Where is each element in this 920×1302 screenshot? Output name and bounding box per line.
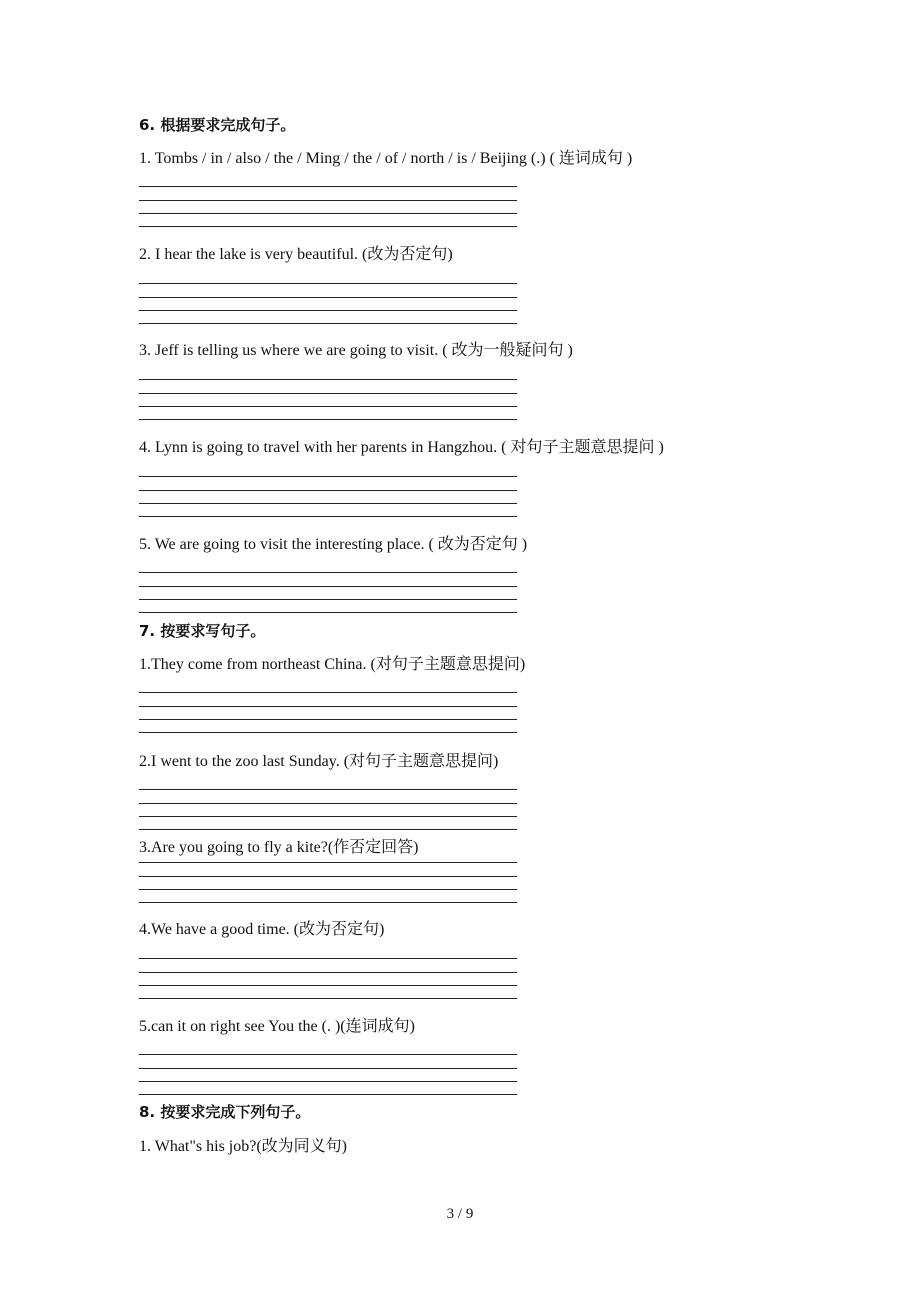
answer-line <box>139 876 517 877</box>
answer-line <box>139 972 517 973</box>
answer-line <box>139 406 517 407</box>
answer-line <box>139 958 517 959</box>
answer-line <box>139 599 517 600</box>
question-7-4: 4.We have a good time. (改为否定句) <box>139 921 385 938</box>
answer-line <box>139 419 517 420</box>
answer-line <box>139 379 517 380</box>
question-7-1: 1.They come from northeast China. (对句子主题意思提问) <box>139 656 526 673</box>
question-7-2: 2.I went to the zoo last Sunday. (对句子主题意思提问) <box>139 753 499 770</box>
answer-line <box>139 310 517 311</box>
answer-line <box>139 719 517 720</box>
answer-line <box>139 902 517 903</box>
answer-line <box>139 1054 517 1055</box>
answer-line <box>139 516 517 517</box>
answer-line <box>139 503 517 504</box>
answer-line <box>139 283 517 284</box>
answer-line <box>139 816 517 817</box>
section-6-heading: 6. 根据要求完成句子。 <box>139 116 296 134</box>
answer-line <box>139 323 517 324</box>
section-7-heading: 7. 按要求写句子。 <box>139 622 266 640</box>
answer-line <box>139 213 517 214</box>
answer-line <box>139 1081 517 1082</box>
answer-line <box>139 732 517 733</box>
answer-line <box>139 226 517 227</box>
answer-line <box>139 490 517 491</box>
answer-line <box>139 1094 517 1095</box>
answer-line <box>139 862 517 863</box>
answer-line <box>139 612 517 613</box>
question-6-4: 4. Lynn is going to travel with her parents in Hangzhou. ( 对句子主题意思提问 ) <box>139 439 664 456</box>
section-8-heading: 8. 按要求完成下列句子。 <box>139 1103 311 1121</box>
page-number: 3 / 9 <box>446 1206 474 1222</box>
answer-line <box>139 706 517 707</box>
question-7-5: 5.can it on right see You the (. )(连词成句) <box>139 1018 415 1035</box>
answer-line <box>139 803 517 804</box>
answer-line <box>139 200 517 201</box>
answer-line <box>139 692 517 693</box>
question-6-5: 5. We are going to visit the interesting place. ( 改为否定句 ) <box>139 536 528 553</box>
answer-line <box>139 186 517 187</box>
answer-line <box>139 1068 517 1069</box>
answer-line <box>139 572 517 573</box>
answer-line <box>139 829 517 830</box>
question-8-1: 1. What"s his job?(改为同义句) <box>139 1138 347 1155</box>
question-6-3: 3. Jeff is telling us where we are going to visit. ( 改为一般疑问句 ) <box>139 342 573 359</box>
question-7-3: 3.Are you going to fly a kite?(作否定回答) <box>139 839 419 856</box>
answer-line <box>139 476 517 477</box>
answer-line <box>139 297 517 298</box>
answer-line <box>139 789 517 790</box>
question-6-2: 2. I hear the lake is very beautiful. (改为否定句) <box>139 246 453 263</box>
answer-line <box>139 998 517 999</box>
answer-line <box>139 985 517 986</box>
answer-line <box>139 889 517 890</box>
answer-line <box>139 393 517 394</box>
answer-line <box>139 586 517 587</box>
question-6-1: 1. Tombs / in / also / the / Ming / the / of / north / is / Beijing (.) ( 连词成句 ) <box>139 150 633 167</box>
